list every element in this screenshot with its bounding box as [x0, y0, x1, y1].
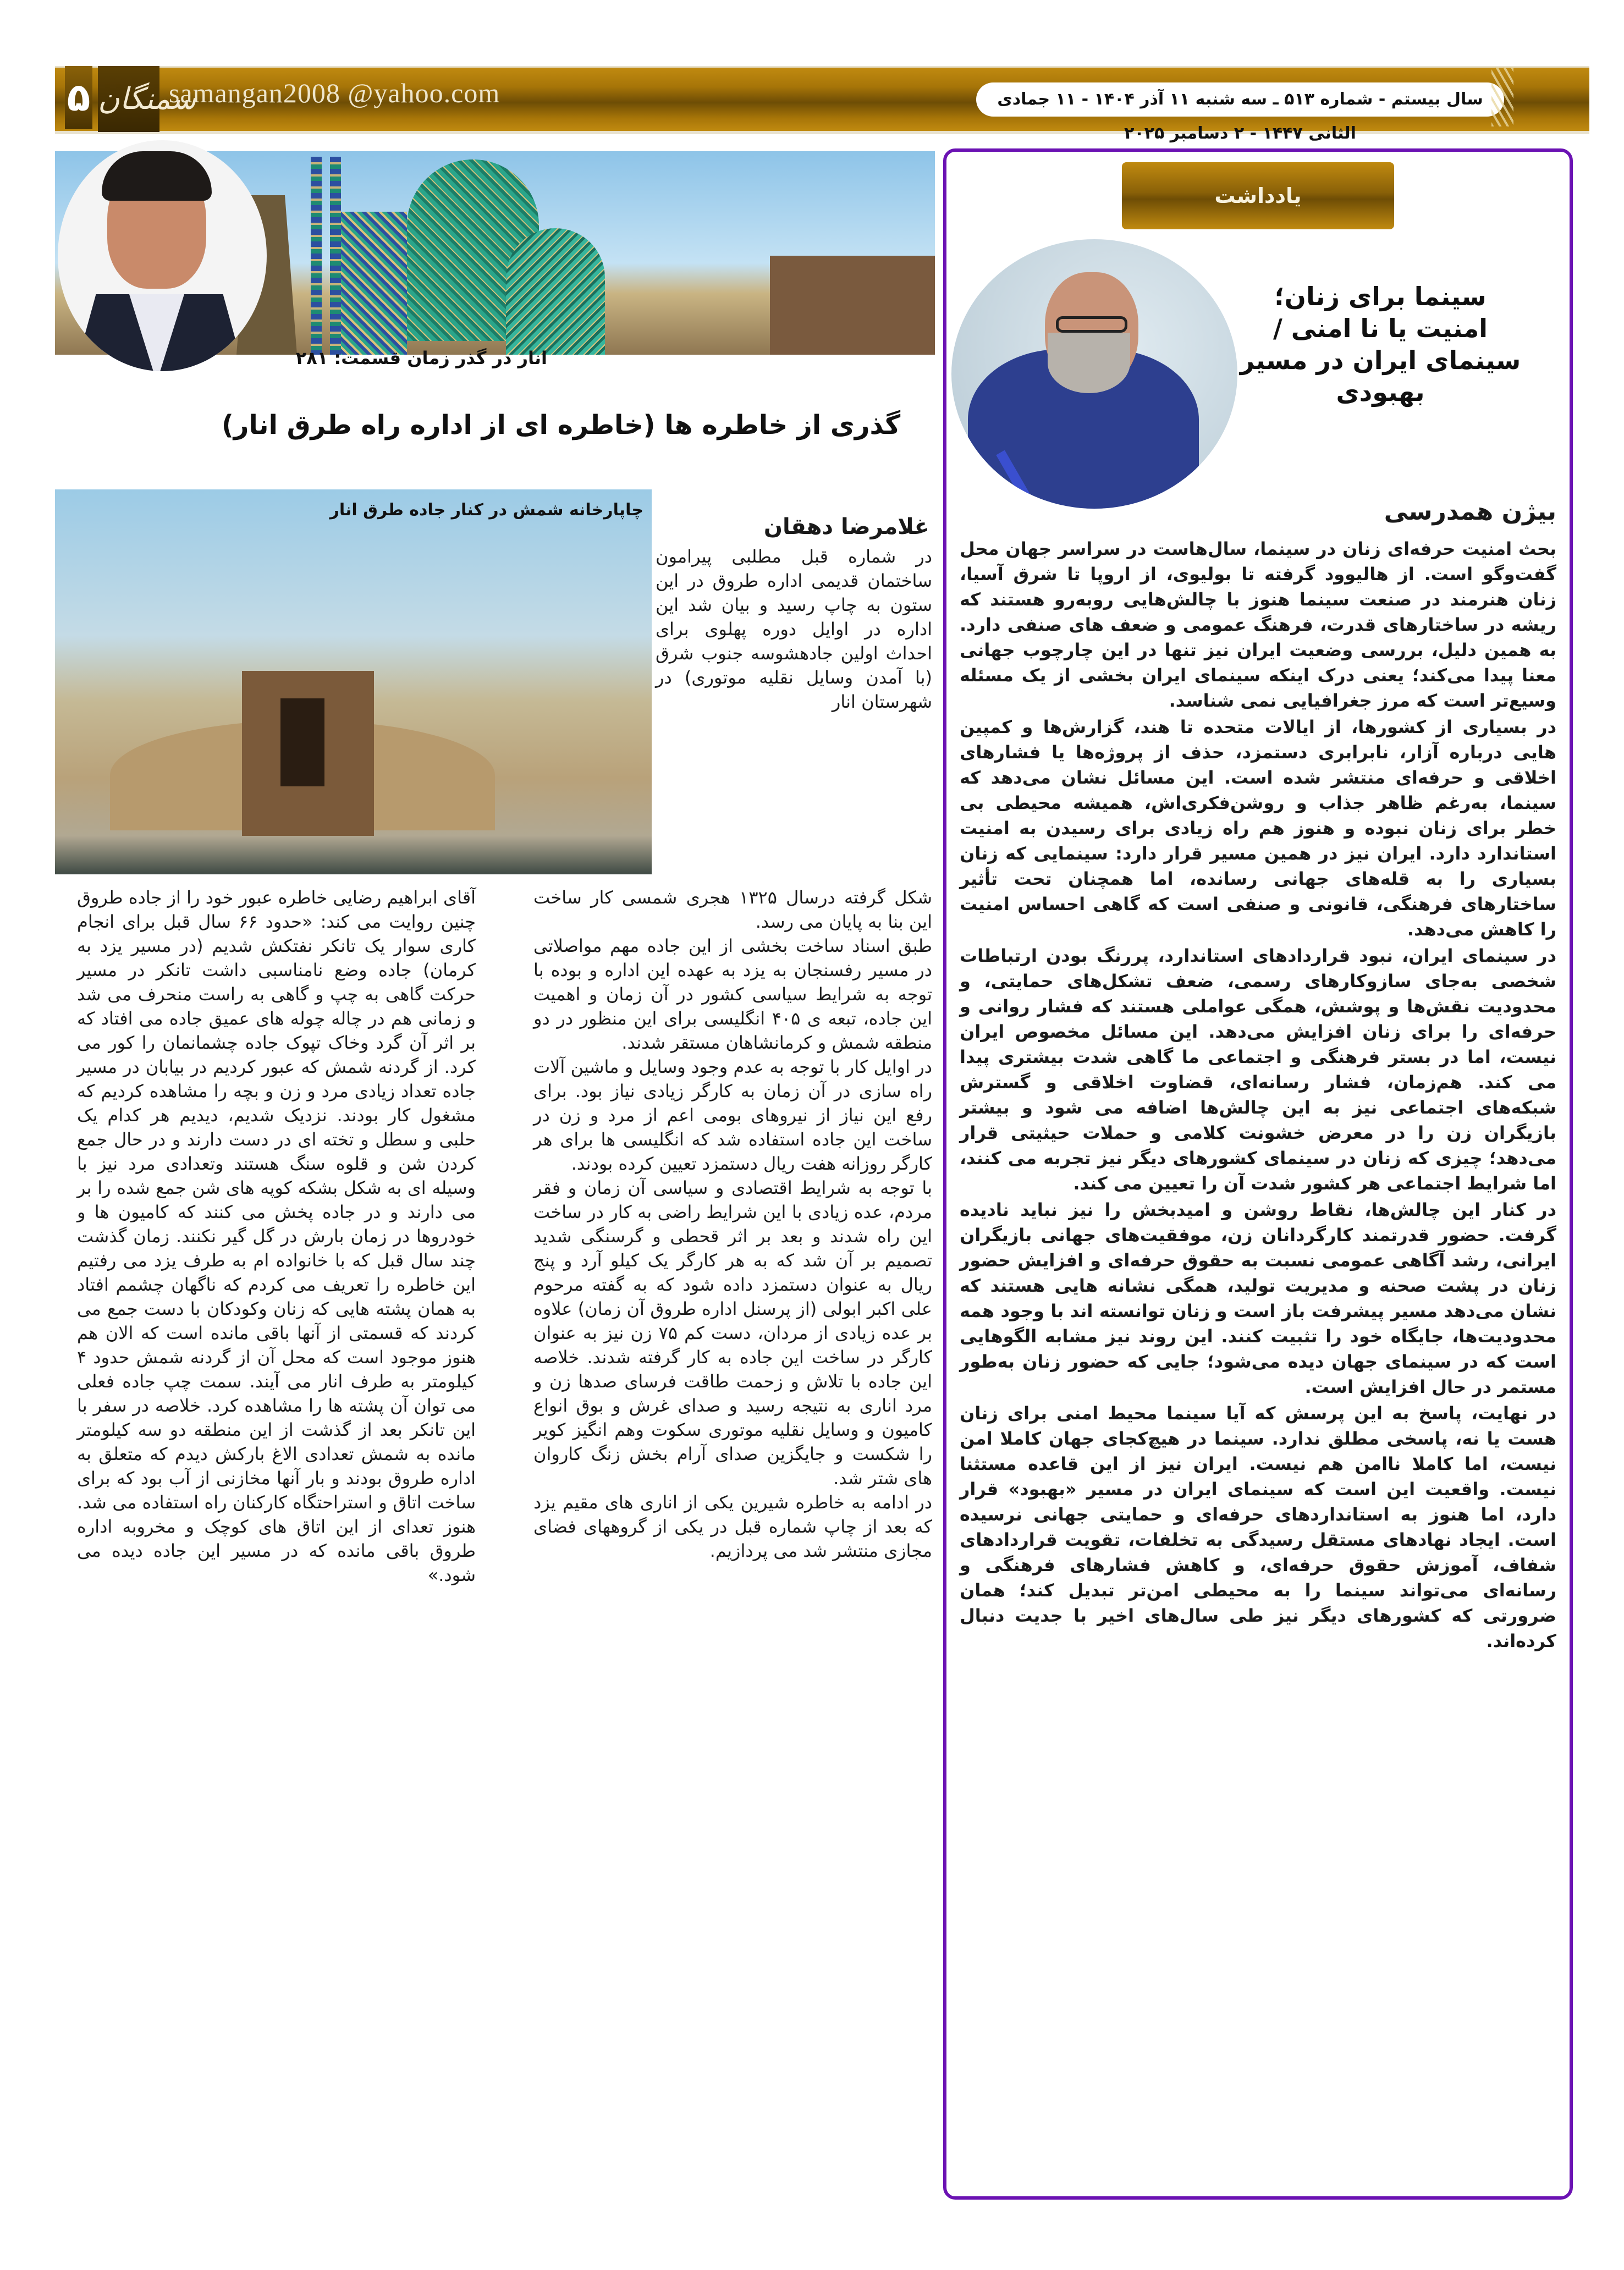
decorative-stripes-icon [1491, 67, 1513, 126]
note-author-photo [951, 239, 1237, 509]
paragraph: در شماره قبل مطلبی پیرامون ساختمان قدیمی اداره طروق در این ستون به چاپ رسید و بیان شد این اداره در اوایل دوره پهلوی برای احداث اولین جادهشوسه جنوب شرق (با آمدن وسایل نقلیه موتوری) در شهرستان انار [656, 546, 932, 712]
caravanserai-ruin-photo [55, 489, 652, 874]
author-portrait [58, 140, 267, 371]
newspaper-logo: سمنگان [98, 66, 159, 132]
series-label: انار در گذر زمان قسمت: ۲۸۱ [295, 348, 547, 368]
paragraph: در سینمای ایران، نبود قراردادهای استاندارد، پررنگ بودن ارتباطات شخصی به‌جای سازوکارهای رسمی، ضعف تشکل‌های حمایتی، و محدودیت نقش‌ها و پوشش، همگی عواملی هستند که فشار روانی و حرفه‌ای را برای زنان افزایش می‌دهد. این مسائل مخصوص ایران نیست، اما در بستر فرهنگی و اجتماعی ما گاهی شدت بیشتری پیدا می کند. هم‌زمان، فشار رسانه‌ای، قضاوت اخلاقی و گسترش شبکه‌های اجتماعی نیز به این چالش‌ها اضافه می شود و بیشتر بازیگران زن را در معرض خشونت کلامی و حملات حیثیتی قرار می‌دهد؛ چیزی که زنان در سینمای کشورهای دیگر نیز تجربه می کنند، اما شرایط اجتماعی هر کشور شدت آن را تعیین می کند. [960, 945, 1556, 1194]
article-author: غلامرضا دهقان [763, 514, 929, 539]
note-headline: سینما برای زنان؛ امنیت یا نا امنی / سینمای ایران در مسیر بهبودی [1240, 282, 1521, 407]
paragraph: شکل گرفته درسال ۱۳۲۵ هجری شمسی کار ساخت این بنا به پایان می رسد. [533, 887, 933, 932]
paragraph: در بسیاری از کشورها، از ایالات متحده تا هند، گزارش‌ها و کمپین هایی درباره آزار، نابرابری دستمزد، حذف از پروژه‌ها یا فشارهای اخلاقی و حرفه‌ای منتشر شده است. این مسائل نشان می‌دهد که سینما، به‌رغم ظاهر جذاب و روشن‌فکری‌اش، همیشه محیطی بی خطر برای زنان نبوده و هنوز هم راه زیادی برای رسیدن به امنیت استاندارد دارد. ایران نیز در همین مسیر قرار دارد: سینمایی که زنان بسیاری را به قله‌های جهانی رسانده، اما همچنان تحت تأثیر ساختارهای فرهنگی، قانونی و صنفی است که گاهی احساس امنیت را کاهش می‌دهد. [960, 717, 1556, 940]
article-column-left [77, 885, 476, 1587]
paragraph: در نهایت، پاسخ به این پرسش که آیا سینما محیط امنی برای زنان هست یا نه، پاسخی مطلق ندارد. سینما در هیچ‌کجای جهان کاملا امن نیست، اما کاملا ناامن هم نیست. ایران نیز از این قاعده مستثنا نیست. واقعیت این است که سینمای ایران در مسیر «بهبود» قرار دارد، اما هنوز به استانداردهای حرفه‌ای و حمایتی جهانی نرسیده است. ایجاد نهادهای مستقل رسیدگی به تخلفات، تقویت قراردادهای شفاف، آموزش حقوق حرفه‌ای، و کاهش فشارهای فرهنگی و رسانه‌ای می‌تواند سینما را به محیطی امن‌تر تبدیل کند؛ همان ضرورتی که کشورهای دیگر نیز طی سال‌های اخیر با جدیت دنبال کرده‌اند. [960, 1403, 1556, 1651]
note-author: بیژن همدرسی [1384, 498, 1556, 526]
paragraph: در اوایل کار با توجه به عدم وجود وسایل و ماشین آلات راه سازی در آن زمان به کارگر زیادی نیاز بود. برای رفع این نیاز از نیروهای بومی اعم از مرد و زن در ساخت این جاده استفاده شد که انگلیسی ها برای هر کارگر روزانه هفت ریال دستمزد تعیین کرده بودند. [533, 1056, 932, 1174]
paragraph: بحث امنیت حرفه‌ای زنان در سینما، سال‌هاست در سراسر جهان محل گفت‌وگو است. از هالیوود گرفته تا بولیوی، از اروپا تا شرق آسیا، زنان هنرمند در صنعت سینما هنوز با چالش‌هایی روبه‌رو هستند که ریشه در ساختارهای قدرت، فرهنگ عمومی و ضعف های صنفی دارد. به همین دلیل، بررسی وضعیت ایران نیز تنها در این چارچوب جهانی معنا پیدا می‌کند؛ یعنی درک اینکه سینمای ایران بخشی از یک مسئله وسیع‌تر است که مرز جغرافیایی نمی شناسد. [960, 538, 1556, 711]
article-column-middle [533, 885, 932, 1563]
article-column-top [656, 544, 932, 714]
photo-caption: چاپارخانه شمش در کنار جاده طرق انار [329, 500, 643, 520]
paragraph: با توجه به شرایط اقتصادی و سیاسی آن زمان و فقر مردم، عده زیادی با این شرایط راضی به کار در ساخت این راه شدند و بعد بر اثر قحطی و گرسنگی شدید تصمیم بر آن شد که به هر کارگر یک کیلو آرد و پنج ریال به عنوان دستمزد داده شود که به گفته مرحوم علی اکبر ابولی (از پرسنل اداره طروق آن زمان) علاوه بر عده زیادی از مردان، دست کم ۷۵ زن نیز به عنوان کارگر در ساخت این جاده به کار گرفته شدند. خلاصه این جاده با تلاش و زحمت طاقت فرسای صدها زن و مرد اناری به نتیجه رسید و صدای غرش و بوق انواع کامیون و وسایل نقلیه موتوری سکوت وهم انگیز کویر را شکست و جایگزین صدای آرام بخش زنگ کاروان های شتر شد. [533, 1177, 933, 1489]
note-body [960, 536, 1556, 1655]
contact-email: samangan2008 @yahoo.com [169, 78, 500, 108]
paragraph: آقای ابراهیم رضایی خاطره عبور خود را از جاده طروق چنین روایت می کند: «حدود ۶۶ سال قبل برای انجام کاری سوار یک تانکر نفتکش شدیم (در مسیر یزد به کرمان) جاده وضع نامناسبی داشت تانکر در مسیر حرکت گاهی به چپ و گاهی به راست منحرف می شد و زمانی هم در چاله چوله های عمیق جاده می افتاد که بر اثر آن گرد وخاک تپوک جاده چشمانمان را کور می کرد. از گردنه شمش که عبور کردیم در بیابان در مسیر جاده تعداد زیادی مرد و زن و بچه را مشاهده کردیم که مشغول کار بودند. نزدیک شدیم، دیدیم هر کدام یک حلبی و سطل و تخته ای در دست دارند و در حال جمع کردن شن و قلوه سنگ هستند وتعدادی مرد نیز با وسیله ای به شکل بشکه کوپه های شن جمع شده را بر می دارند و در جاده پخش می کنند که کامیون ها و خودروها در زمان بارش در گل گیر نکنند. زمان گذشت چند سال قبل که با خانواده ام به طرف یزد می رفتیم این خاطره را تعریف می کردم که ناگهان چشمم افتاد به همان پشته هایی که زنان وکودکان با دست جمع می کردند که قسمتی از آنها باقی مانده است که الان هم هنوز موجود است که محل آن از گردنه شمش حدود ۴ کیلومتر به طرف انار می آیند. سمت چپ جاده فعلی می توان آن پشته ها را مشاهده کرد. خلاصه در سفر با این تانکر بعد از گذشت از این منطقه دو سه کیلومتر مانده به شمش تعدادی الاغ بارکش دیدم که متعلق به اداره طروق بودند و بار آنها مخازنی از آب بود که برای ساخت اتاق و استراحتگاه کارکنان راه استفاده می شد. هنوز تعدای از این اتاق های کوچک و مخروبه اداره طروق باقی مانده که در مسیر این جاده دیده می شود.» [77, 887, 476, 1585]
issue-date-line: سال بیستم - شماره ۵۱۳ ـ سه شنبه ۱۱ آذر ۱۴۰۴ - ۱۱ جمادی الثانی ۱۴۴۷ - ۲ دسامبر ۲۰۲۵ [976, 82, 1504, 117]
paragraph: طبق اسناد ساخت بخشی از این جاده مهم مواصلاتی در مسیر رفسنجان به یزد به عهده این اداره و بوده با توجه به شرایط سیاسی کشور در آن زمان و اهمیت این جاده، تبعه ی ۴۰۵ انگلیسی برای این منظور در دو منطقه شمش و کرمانشاهان مستقر شدند. [533, 935, 932, 1053]
paragraph: در ادامه به خاطره شیرین یکی از اناری های مقیم یزد که بعد از چاپ شماره قبل در یکی از گروههای فضای مجازی منتشر شد می پردازیم. [533, 1492, 932, 1561]
article-headline: گذری از خاطره ها (خاطره ای از اداره راه طرق انار) [221, 410, 901, 440]
paragraph: در کنار این چالش‌ها، نقاط روشن و امیدبخش را نیز نباید نادیده گرفت. حضور قدرتمند کارگردانان زن، موفقیت‌های جهانی بازیگران ایرانی، رشد آگاهی عمومی نسبت به حقوق حرفه‌ای و افزایش حضور زنان در پشت صحنه و مدیریت تولید، همگی نشانه هایی هستند که نشان می‌دهد مسیر پیشرفت باز است و زنان توانسته اند با وجود همه محدودیت‌ها، جایگاه خود را تثبیت کنند. این روند نیز مشابه الگوهایی است که در سینمای جهان دیده می‌شود؛ جایی که حضور زنان به‌طور مستمر در حال افزایش است. [960, 1199, 1556, 1397]
page-number: ۵ [65, 66, 92, 129]
note-section-badge: یادداشت [1122, 162, 1394, 229]
